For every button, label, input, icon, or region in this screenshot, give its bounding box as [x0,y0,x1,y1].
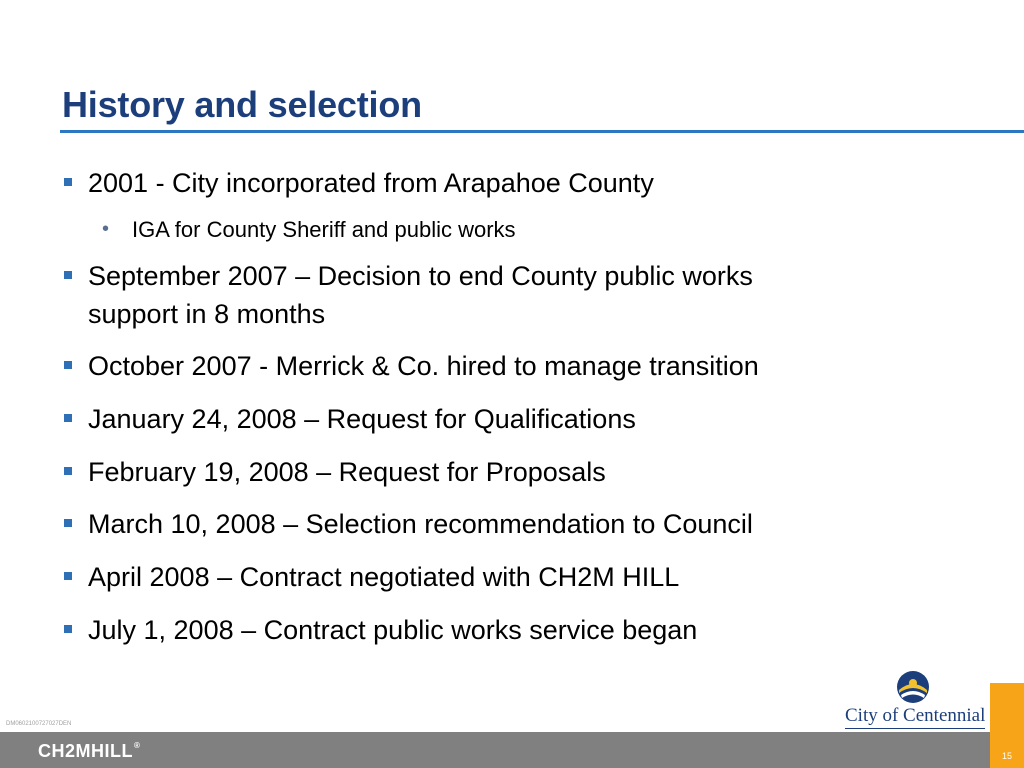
bullet-text: January 24, 2008 – Request for Qualifications [88,404,636,434]
bullet-item-3 [88,347,918,385]
page-number: 15 [1002,751,1013,761]
city-logo-text: City of Centennial [845,705,986,726]
bullet-text: July 1, 2008 – Contract public works service began [88,615,698,645]
bullet-item-8 [88,611,918,649]
bullet-text: February 19, 2008 – Request for Proposals [88,457,606,487]
bullet-text: March 10, 2008 – Selection recommendation to Council [88,509,753,539]
bullet-square-icon [64,625,72,633]
bullet-dot-icon: • [102,218,110,240]
bullet-square-icon [64,178,72,186]
bullet-text: April 2008 – Contract negotiated with CH2M HILL [88,562,680,592]
sub-bullet-item-1 [102,216,516,244]
bullet-item-5 [88,453,918,491]
registered-mark: ® [134,741,141,750]
bullet-text: 2001 - City incorporated from Arapahoe County [88,168,654,198]
bullet-square-icon [64,271,72,279]
city-emblem-icon [893,670,933,704]
bullet-square-icon [64,414,72,422]
bullet-item-4 [88,400,918,438]
title-divider [60,130,1024,133]
bullet-text-continuation: support in 8 months [88,299,326,329]
city-logo [845,670,987,730]
footer-bar [0,732,1024,768]
slide-title: History and selection [62,84,422,125]
bullet-item-7 [88,558,918,596]
sub-bullet-text: IGA for County Sheriff and public works [132,217,516,242]
bullet-square-icon [64,572,72,580]
city-logo-underline [845,728,985,729]
bullet-item-1 [88,164,918,202]
document-id: DM0602100727027DEN [6,721,72,727]
bullet-text: October 2007 - Merrick & Co. hired to manage transition [88,351,759,381]
bullet-text: September 2007 – Decision to end County public works [88,261,753,291]
bullet-square-icon [64,361,72,369]
bullet-square-icon [64,519,72,527]
bullet-item-2 [88,257,918,333]
bullet-square-icon [64,467,72,475]
company-logo [38,741,140,762]
bullet-item-6 [88,505,918,543]
company-logo-text: CH2MHILL [38,741,133,761]
